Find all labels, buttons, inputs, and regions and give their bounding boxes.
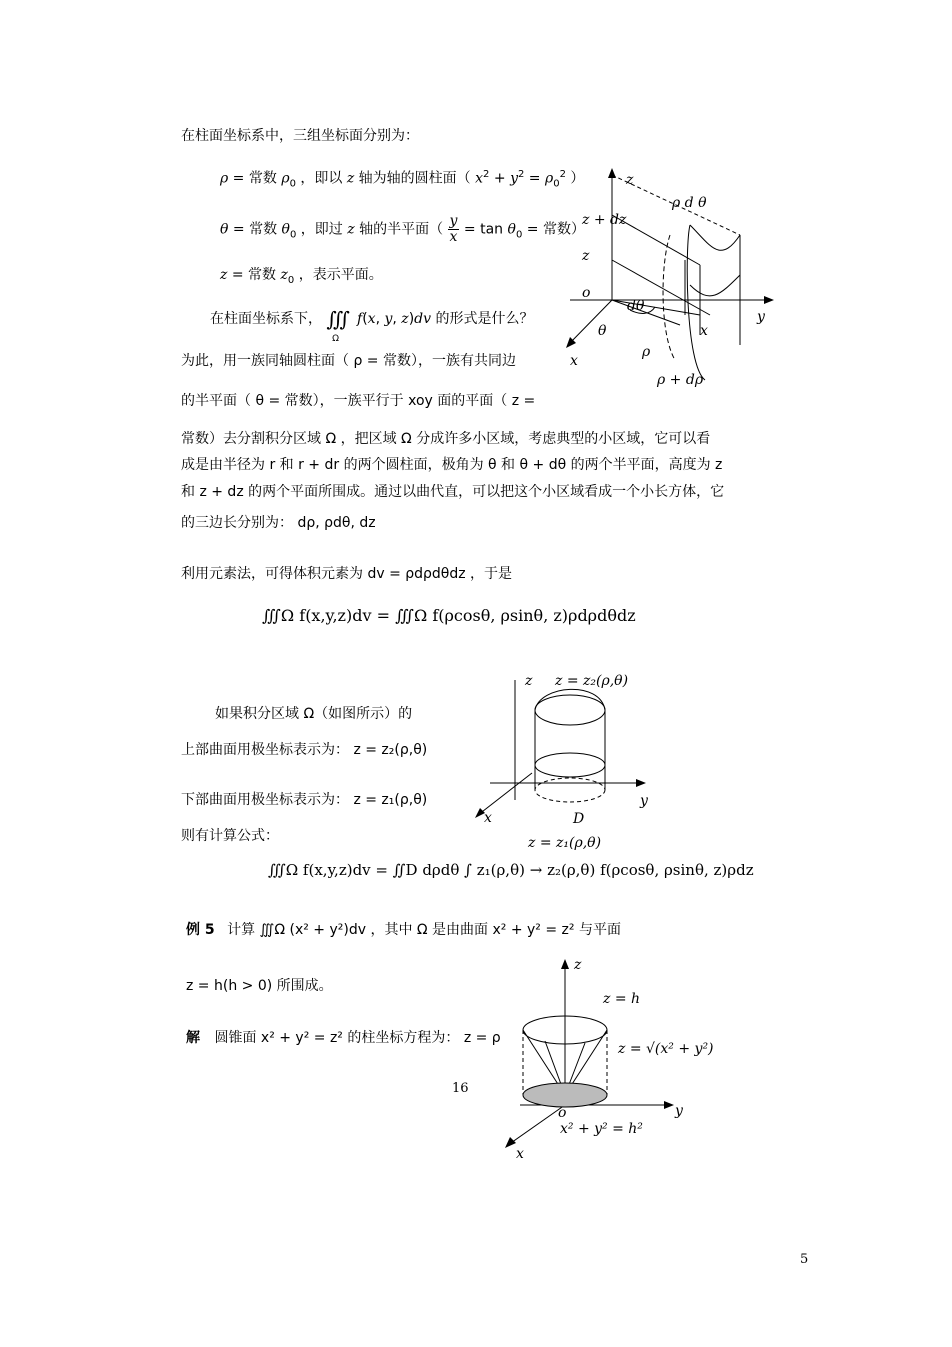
fig2-x-axis [478,773,532,815]
fig1-outer-cylinder [687,225,705,380]
solution-label: 解 [186,1030,200,1046]
fig3-base-disk [523,1083,607,1107]
fig3-z-arrow [561,959,569,969]
region-line3: 下部曲面用极坐标表示为： z = z₁(ρ,θ) [181,792,428,808]
example-line2: z = h(h > 0) 所围成。 [186,978,333,994]
fig1-y-arrow [764,296,774,304]
example-label: 例 5 [186,922,215,938]
cylindrical-element-figure [560,165,790,395]
fig1-label-rhodrho: ρ + dρ [657,372,704,388]
question-line: 在柱面坐标系下， $∭_\Omega f(x$, y, z)dv 的形式是什么？ [210,307,534,344]
fig1-inner-cylinder [663,235,675,360]
cone-figure [500,955,740,1165]
fig2-base-D [535,778,605,802]
para1-line5: 和 z + dz 的两个平面所围成。通过以曲代直，可以把这个小区域看成一个小长方体，它 [181,484,725,500]
fig2-label-x: x [484,810,492,826]
volume-element-line: 利用元素法，可得体积元素为 dv = ρdρdθdz ，于是 [181,566,513,582]
fig3-label-o: o [558,1105,567,1121]
fig1-ray1 [612,300,680,325]
fig3-y-arrow [664,1101,674,1109]
rho-const-line: ρ = 常数 $\rho_0$ ，即以 z 轴为轴的圆柱面（ $x^2 + y^2 = \rho_0^2$ ） [220,169,585,190]
formula-1: ∭Ω f(x,y,z)dv = ∭Ω f(ρcosθ, ρsinθ, z)ρdρdθdz [262,606,636,625]
fig1-label-rho: ρ [642,344,651,360]
fig1-label-x2: x [700,323,708,339]
fig2-label-D: D [573,811,585,827]
fig3-label-cone: z = √(x² + y²) [618,1041,714,1057]
region-line2: 上部曲面用极坐标表示为： z = z₂(ρ,θ) [181,742,428,758]
fig1-label-z2: z [582,248,590,264]
fig1-label-zdz: z + dz [582,212,627,228]
para1-line4: 成是由半径为 r 和 r + dr 的两个圆柱面，极角为 θ 和 θ + dθ 的两个半平面，高度为 z [181,457,723,473]
fig1-label-y: y [757,309,765,325]
solution-line [186,1029,501,1047]
fig3-label-zh: z = h [603,991,641,1007]
para1-line3: 常数）去分割积分区域 Ω ，把区域 Ω 分成许多小区域，考虑典型的小区域，它可以看 [181,431,711,447]
fig1-label-o: o [582,285,591,301]
fig1-cyl-top [690,225,740,250]
fig3-x-axis [508,1105,565,1145]
fig1-label-dtheta: dθ [627,298,645,314]
theta-const-line: θ = 常数 $\theta_0$ ，即过 z 轴的半平面（ $\frac{y}{x}$ = $\tan \theta_0$ = 常数） [220,213,585,245]
region-figure [470,665,700,865]
z-const-line: z = 常数 $z_0$ ，表示平面。 [220,267,383,286]
example-line [186,921,621,939]
page-number: 5 [800,1252,809,1267]
inner-page-number: 16 [452,1081,469,1096]
fig2-label-z: z [525,673,533,689]
fig3-label-y: y [675,1103,683,1119]
para1-line1: 为此，用一族同轴圆柱面（ ρ = 常数），一族有共同边 [181,353,516,369]
region-line1: 如果积分区域 Ω（如图所示）的 [215,706,413,722]
fig3-x-arrow [505,1137,516,1148]
fig2-bottom-surface [535,753,605,777]
fig1-label-x: x [570,353,578,369]
fig1-label-theta: θ [598,323,607,339]
fig1-cyl-bottom [690,275,740,296]
fig2-label-z2: z = z₂(ρ,θ) [555,673,629,689]
example-text: 计算 ∭Ω (x² + y²)dv ，其中 Ω 是由曲面 x² + y² = z² 与平面 [227,922,621,938]
fig1-label-z: z [626,172,634,188]
intro-line: 在柱面坐标系中，三组坐标面分别为： [181,128,419,144]
fig2-top-surface [535,695,605,725]
fig2-y-arrow [636,779,646,787]
solution-text: 圆锥面 x² + y² = z² 的柱坐标方程为： z = ρ [214,1030,501,1046]
fig1-label-rhodtheta: ρ d θ [672,195,707,211]
fig3-label-circle: x² + y² = h² [560,1121,643,1137]
para1-line6: 的三边长分别为： dρ, ρdθ, dz [181,515,376,531]
fig3-label-x: x [516,1146,524,1162]
fig2-label-y: y [640,793,648,809]
fig2-label-z1: z = z₁(ρ,θ) [528,835,602,851]
para1-line2: 的半平面（ θ = 常数），一族平行于 xoy 面的平面（ z = [181,393,536,409]
formula-2: ∭Ω f(x,y,z)dv = ∬D dρdθ ∫ z₁(ρ,θ) → z₂(ρ,θ) f(ρcosθ, ρsinθ, z)ρdz [268,861,754,879]
fig3-label-z: z [574,957,582,973]
region-line4: 则有计算公式： [181,828,279,844]
